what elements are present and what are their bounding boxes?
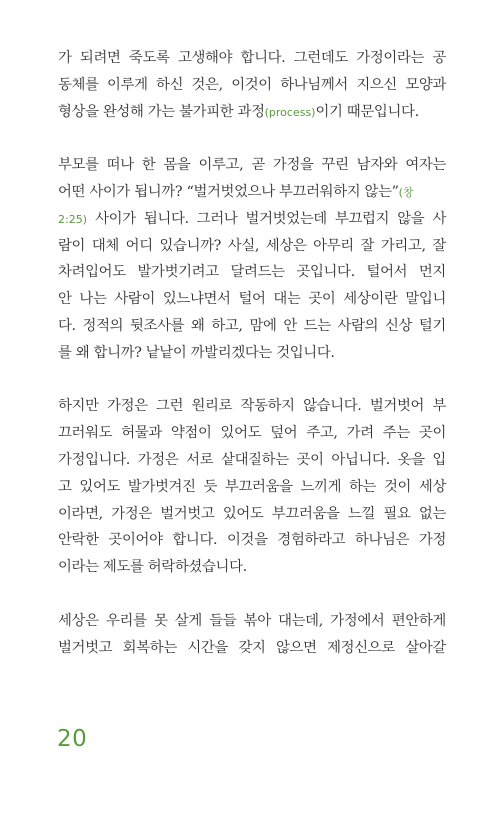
scripture-reference: 2:25) <box>58 212 87 226</box>
text-line: 람이 대체 어디 있습니까? 사실, 세상은 아무리 잘 가리고, 잘 <box>58 237 446 254</box>
scripture-reference: (창 <box>398 185 414 199</box>
text-line: 동체를 이루게 하신 것은, 이것이 하나님께서 지으신 모양과 <box>58 76 446 93</box>
text-line: 부모를 떠나 한 몸을 이루고, 곧 가정을 꾸린 남자와 여자는 <box>58 157 446 174</box>
paragraph-gap <box>58 367 446 394</box>
text-line: 벌거벗고 회복하는 시간을 갖지 않으면 제정신으로 살아갈 <box>58 639 446 656</box>
paragraph-gap <box>58 125 446 152</box>
text-line <box>58 179 446 206</box>
text-segment: 형상을 완성해 가는 불가피한 과정 <box>58 103 265 120</box>
text-line: 안락한 곳이어야 합니다. 이것을 경험하라고 하나님은 가정 <box>58 532 446 549</box>
text-segment: 이기 때문입니다. <box>315 103 419 120</box>
text-segment: 어떤 사이가 됩니까? “벌거벗었으나 부끄러워하지 않는” <box>58 183 399 200</box>
text-line <box>58 206 446 233</box>
text-line: 하지만 가정은 그런 원리로 작동하지 않습니다. 벌거벗어 부 <box>58 398 446 415</box>
text-line: 가정입니다. 가정은 서로 샅대질하는 곳이 아닙니다. 옷을 입 <box>58 451 446 468</box>
paragraph-3 <box>58 393 446 581</box>
page-number: 20 <box>57 726 88 752</box>
text-line: 끄러워도 허물과 약점이 있어도 덮어 주고, 가려 주는 곳이 <box>58 425 446 442</box>
body-text <box>58 45 446 661</box>
paragraph-4 <box>58 608 446 662</box>
text-line: 이라면, 가정은 벌거벗고 있어도 부끄러움을 느낄 필요 없는 <box>58 505 446 522</box>
text-line: 를 왜 합니까? 낱낱이 까발리겠다는 것입니다. <box>58 344 335 361</box>
text-line: 이라는 제도를 허락하셨습니다. <box>58 559 247 576</box>
text-line: 차려입어도 발가벗기려고 달려드는 곳입니다. 털어서 먼지 <box>58 264 446 281</box>
paragraph-gap <box>58 581 446 608</box>
text-line: 가 되려면 죽도록 고생해야 합니다. 그런데도 가정이라는 공 <box>58 50 446 66</box>
term-annotation: (process) <box>264 105 316 119</box>
text-line <box>58 99 446 126</box>
paragraph-2 <box>58 152 446 366</box>
text-line: 안 나는 사람이 있느냐면서 털어 대는 곳이 세상이란 말입니 <box>58 291 446 308</box>
text-line: 다. 정적의 뒷조사를 왜 하고, 맘에 안 드는 사람의 신상 털기 <box>58 317 446 334</box>
text-segment: 사이가 됩니다. 그러나 벌거벗었는데 부끄럽지 않을 사 <box>87 210 446 227</box>
text-line: 고 있어도 발가벗겨진 듯 부끄러움을 느끼게 하는 것이 세상 <box>58 478 446 495</box>
text-line: 세상은 우리를 못 살게 들들 볶아 대는데, 가정에서 편안하게 <box>58 612 446 629</box>
paragraph-1 <box>58 45 446 125</box>
